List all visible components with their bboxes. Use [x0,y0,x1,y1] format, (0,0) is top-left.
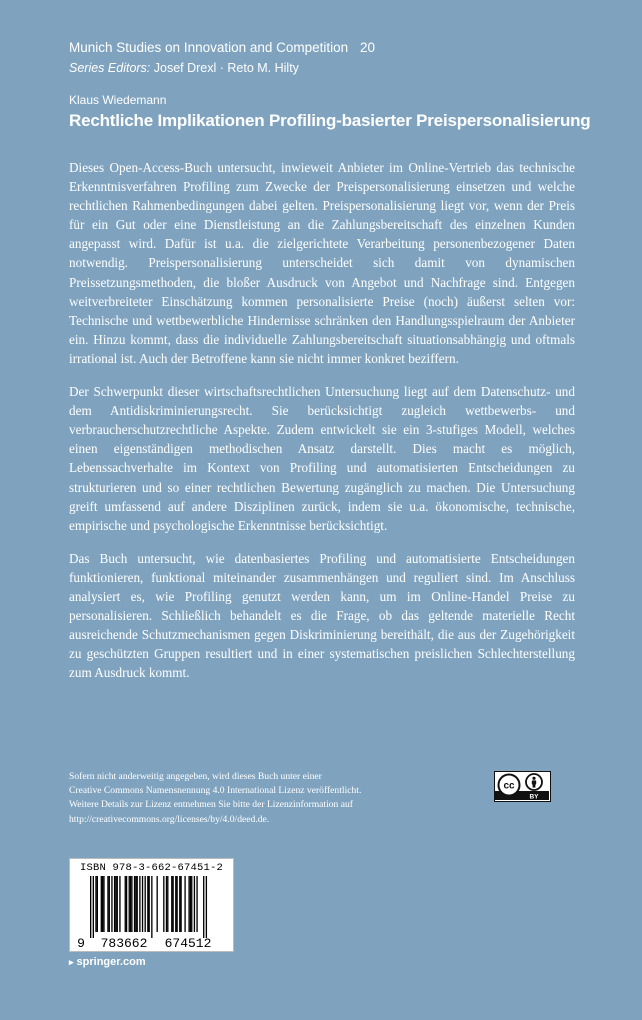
person-icon [526,774,542,790]
barcode-bar [176,876,177,932]
barcode-bar [194,876,195,932]
barcode-digits-right: 674512 [164,936,212,951]
barcode-bar [166,876,167,932]
barcode-bar [149,876,150,932]
barcode-bar [203,876,204,938]
barcode-bar [171,876,172,932]
barcode-bar [111,876,112,932]
barcode-bar [93,876,94,938]
blurb-paragraph-3: Das Buch untersucht, wie datenbasiertes Profiling und automatisierte Entscheidungen funktionieren, funktional miteinander zusammenhängen und reguliert sind. Im Anschluss analysiert es, wie Profiling genutzt werden kann, um im Online-Handel Preise zu personalisieren. Schließlich behandelt es die Frage, ob das geltende materielle Recht ausreichende Schutzmechanismen gegen Diskriminierung bereithält, die aus der Zugehörigkeit zu geschützten Gruppen resultiert und in einer systematischen preislichen Schlechterstellung zum Ausdruck kommt. [69,550,575,681]
barcode-bar [129,876,130,932]
barcode-bar [117,876,118,932]
by-label: BY [529,793,539,800]
publisher-link[interactable] [69,956,146,968]
isbn-label: ISBN 978-3-662-67451-2 [79,862,224,874]
barcode-bar [109,876,110,932]
barcode-bar [134,876,135,932]
barcode-bar [206,876,207,938]
barcode-bar [125,876,126,932]
barcode-bar [157,876,158,932]
barcode-bar [115,876,116,932]
barcode-bar [90,876,91,938]
license-line-2: Creative Commons Namensnennung 4.0 International Lizenz veröffentlicht. [69,785,362,797]
barcode-bar [145,876,146,932]
barcode-bar [196,876,197,932]
barcode-bar [130,876,131,932]
barcode-bar [167,876,168,932]
book-author: Klaus Wiedemann [69,93,167,107]
barcode-bar [191,876,192,932]
arrow-icon: ▸ [69,957,74,967]
isbn-barcode [69,858,234,952]
barcode-bar [142,876,143,932]
blurb-paragraph-2: Der Schwerpunkt dieser wirtschaftsrechtlichen Untersuchung liegt auf dem Datenschutz- und dem Antidiskriminierungsrecht. Sie berücksichtigt zugleich wettbewerbs- und verbraucherschutzrechtliche Aspekte. Zudem entwickelt sie ein 3-stufiges Modell, welches einen eigenständigen methodischen Ansatz darstellt. Dies macht es möglich, Lebenssachverhalte im Kontext von Profiling und automatisierten Entscheidungen zu strukturieren und so einer rechtlichen Bewertung zugänglich zu machen. Die Untersuchung greift umfassend auf andere Disziplinen zurück, indem sie u.a. ökonomische, technische, empirische und psychologische Erkenntnisse berücksichtigt. [69,384,575,533]
cc-by-badge [494,771,551,802]
barcode-bar [131,876,132,932]
barcode-digits-left: 783662 [100,936,148,951]
series-editors-names: Josef Drexl · Reto M. Hilty [153,61,299,75]
license-line-1: Sofern nicht anderweitig angegeben, wird dieses Buch unter einer [69,771,322,782]
barcode-bar [119,876,120,932]
publisher-url: springer.com [76,956,146,968]
barcode-bar [184,876,185,932]
barcode-bar [135,876,136,932]
barcode-bar [101,876,102,932]
cc-icon [499,775,520,796]
blurb-paragraph-1: Dieses Open-Access-Buch untersucht, inwieweit Anbieter im Online-Vertrieb das technische Erkenntnisverfahren Profiling zum Zwecke der Preispersonalisierung einsetzen und welche rechtlichen Rahmenbedingungen dabei gelten. Preispersonalisierung liegt vor, wenn der Preis für ein Gut oder eine Dienstleistung an die Zahlungsbereitschaft des einzelnen Kunden angepasst wird. Dafür ist u.a. die zielgerichtete Verarbeitung personenbezogener Daten notwendig. Preispersonalisierung unterscheidet sich damit von dynamischen Preissetzungsmethoden, die bloßer Ausdruck von Angebot und Nachfrage sind. Entgegen weitverbreiteter Einschätzung kommen personalisierte Preise (noch) äußerst selten vor: Technische und wettbewerbliche Hindernisse schränken den Handlungsspielraum der Anbieter ein. Hinzu kommt, dass die individuelle Zahlungsbereitschaft situationsabhängig und oftmals irrational ist. Auch der Betroffene kann sie nicht immer konkret beziffern. [69,160,575,366]
barcode-bar [102,876,103,932]
barcode-bar [175,876,176,932]
cc-label: cc [503,780,515,792]
book-title: Rechtliche Implikationen Profiling-basierter Preispersonalisierung [69,111,591,130]
license-url[interactable]: http://creativecommons.org/licenses/by/4.0/deed.de. [69,813,270,825]
barcode-bar [179,876,180,932]
barcode-bar [137,876,138,932]
barcode-bar [163,876,164,932]
license-notice [69,770,469,827]
license-line-3: Weitere Details zur Lizenz entnehmen Sie bitte der Lizenzinformation auf [69,799,353,811]
barcode-bar [139,876,140,932]
series-editors [69,59,299,77]
barcode-bar [97,876,98,932]
series-line [69,38,375,58]
barcode-bar [151,876,152,938]
barcode-digit-first: 9 [77,936,85,951]
series-editors-label: Series Editors: [69,61,151,75]
blurb [69,158,575,696]
barcode-bar [188,876,189,932]
barcode-bar [107,876,108,932]
barcode-bar [180,876,181,932]
barcode-bar [147,876,148,932]
barcode-bar [114,876,115,932]
barcode-bar [172,876,173,932]
barcode-bar [126,876,127,932]
series-title: Munich Studies on Innovation and Competition [69,40,349,55]
barcode-bar [190,876,191,932]
series-number: 20 [359,40,375,55]
barcode-bar [103,876,104,932]
barcode-bar [95,876,96,932]
